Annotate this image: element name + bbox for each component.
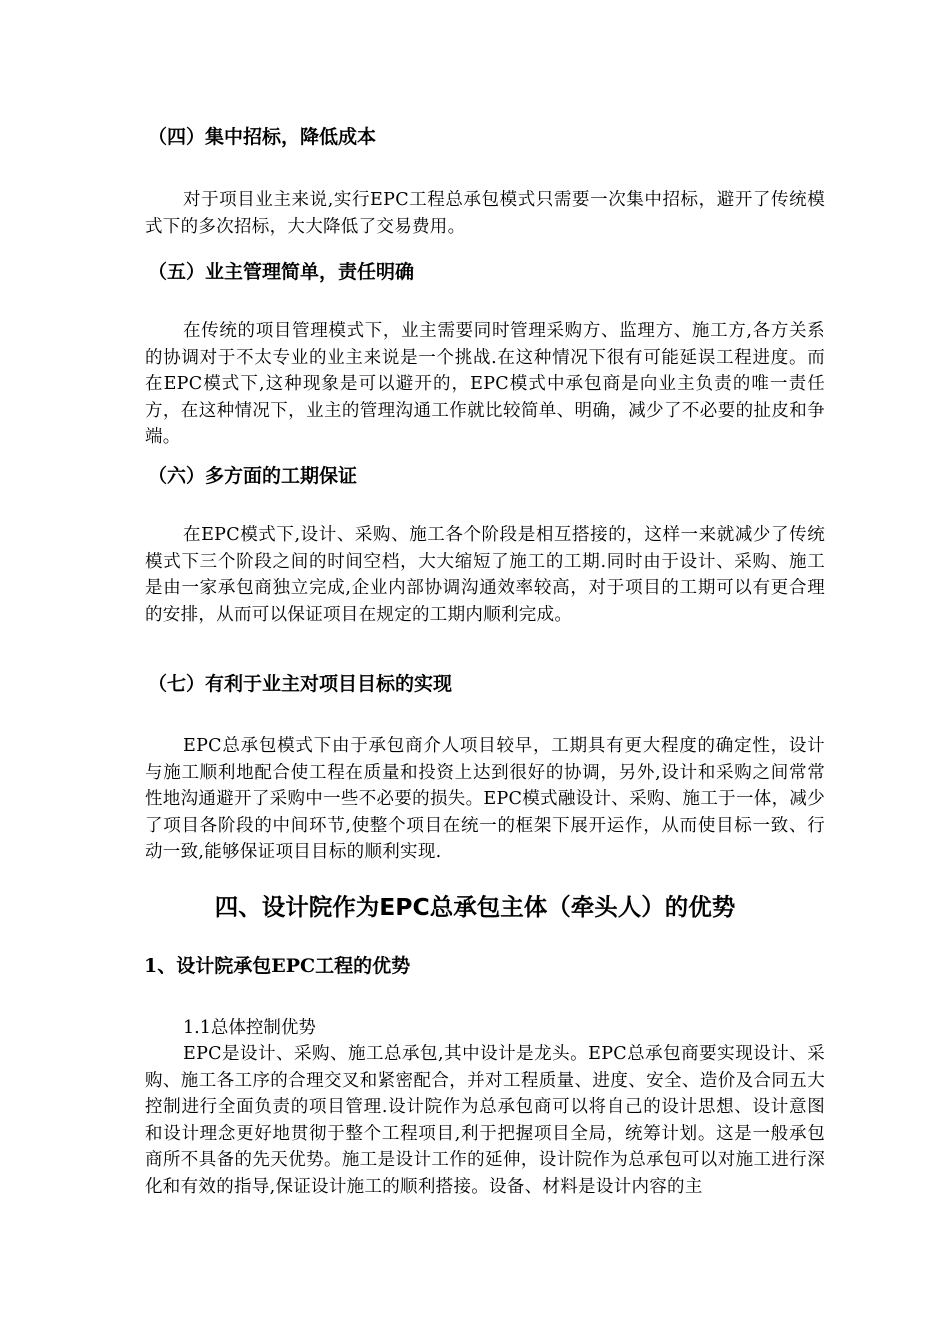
chapter-heading: 四、设计院作为EPC总承包主体（牵头人）的优势 [214,893,736,921]
section-body-6: 在EPC模式下,设计、采购、施工各个阶段是相互搭接的，这样一来就减少了传统模式下三个阶段之间的时间空档，大大缩短了施工的工期.同时由于设计、采购、施工是由一家承包商独立完成,企业内部协调沟通效率较高，对于项目的工期可以有更合理的安排，从而可以保证项目在规定的工期内顺利完成。 [145,525,825,625]
section-body-7: EPC总承包模式下由于承包商介人项目较早，工期具有更大程度的确定性，设计与施工顺利地配合使工程在质量和投资上达到很好的协调，另外,设计和采购之间常常性地沟通避开了采购中一些不必要的损失。EPC模式融设计、采购、施工于一体，减少了项目各阶段的中间环节,使整个项目在统一的框架下展开运作，从而使目标一致、行动一致,能够保证项目目标的顺利实现. [145,736,825,862]
section-body-5: 在传统的项目管理模式下，业主需要同时管理采购方、监理方、施工方,各方关系的协调对于不太专业的业主来说是一个挑战.在这种情况下很有可能延误工程进度。而在EPC模式下,这种现象是可以避开的，EPC模式中承包商是向业主负责的唯一责任方，在这种情况下，业主的管理沟通工作就比较简单、明确，减少了不必要的扯皮和争端。 [145,321,825,447]
section-heading-6: （六）多方面的工期保证 [148,465,358,487]
section-heading-5: （五）业主管理简单，责任明确 [148,261,415,283]
subsubsection-body: EPC是设计、采购、施工总承包,其中设计是龙头。EPC总承包商要实现设计、采购、施工各工序的合理交叉和紧密配合，并对工程质量、进度、安全、造价及合同五大控制进行全面负责的项目管理.设计院作为总承包商可以将自己的设计思想、设计意图和设计理念更好地贯彻于整个工程项目,利于把握项目全局，统筹计划。这是一般承包商所不具备的先天优势。施工是设计工作的延伸，设计院作为总承包可以对施工进行深化和有效的指导,保证设计施工的顺利搭接。设备、材料是设计内容的主 [145,1044,825,1197]
section-heading-4: （四）集中招标，降低成本 [148,126,377,148]
section-body-4: 对于项目业主来说,实行EPC工程总承包模式只需要一次集中招标，避开了传统模式下的多次招标，大大降低了交易费用。 [145,190,825,237]
subsection-heading: 1、设计院承包EPC工程的优势 [144,955,411,977]
subsubsection-heading: 1.1总体控制优势 [183,1018,316,1038]
section-heading-7: （七）有利于业主对项目目标的实现 [148,673,453,695]
